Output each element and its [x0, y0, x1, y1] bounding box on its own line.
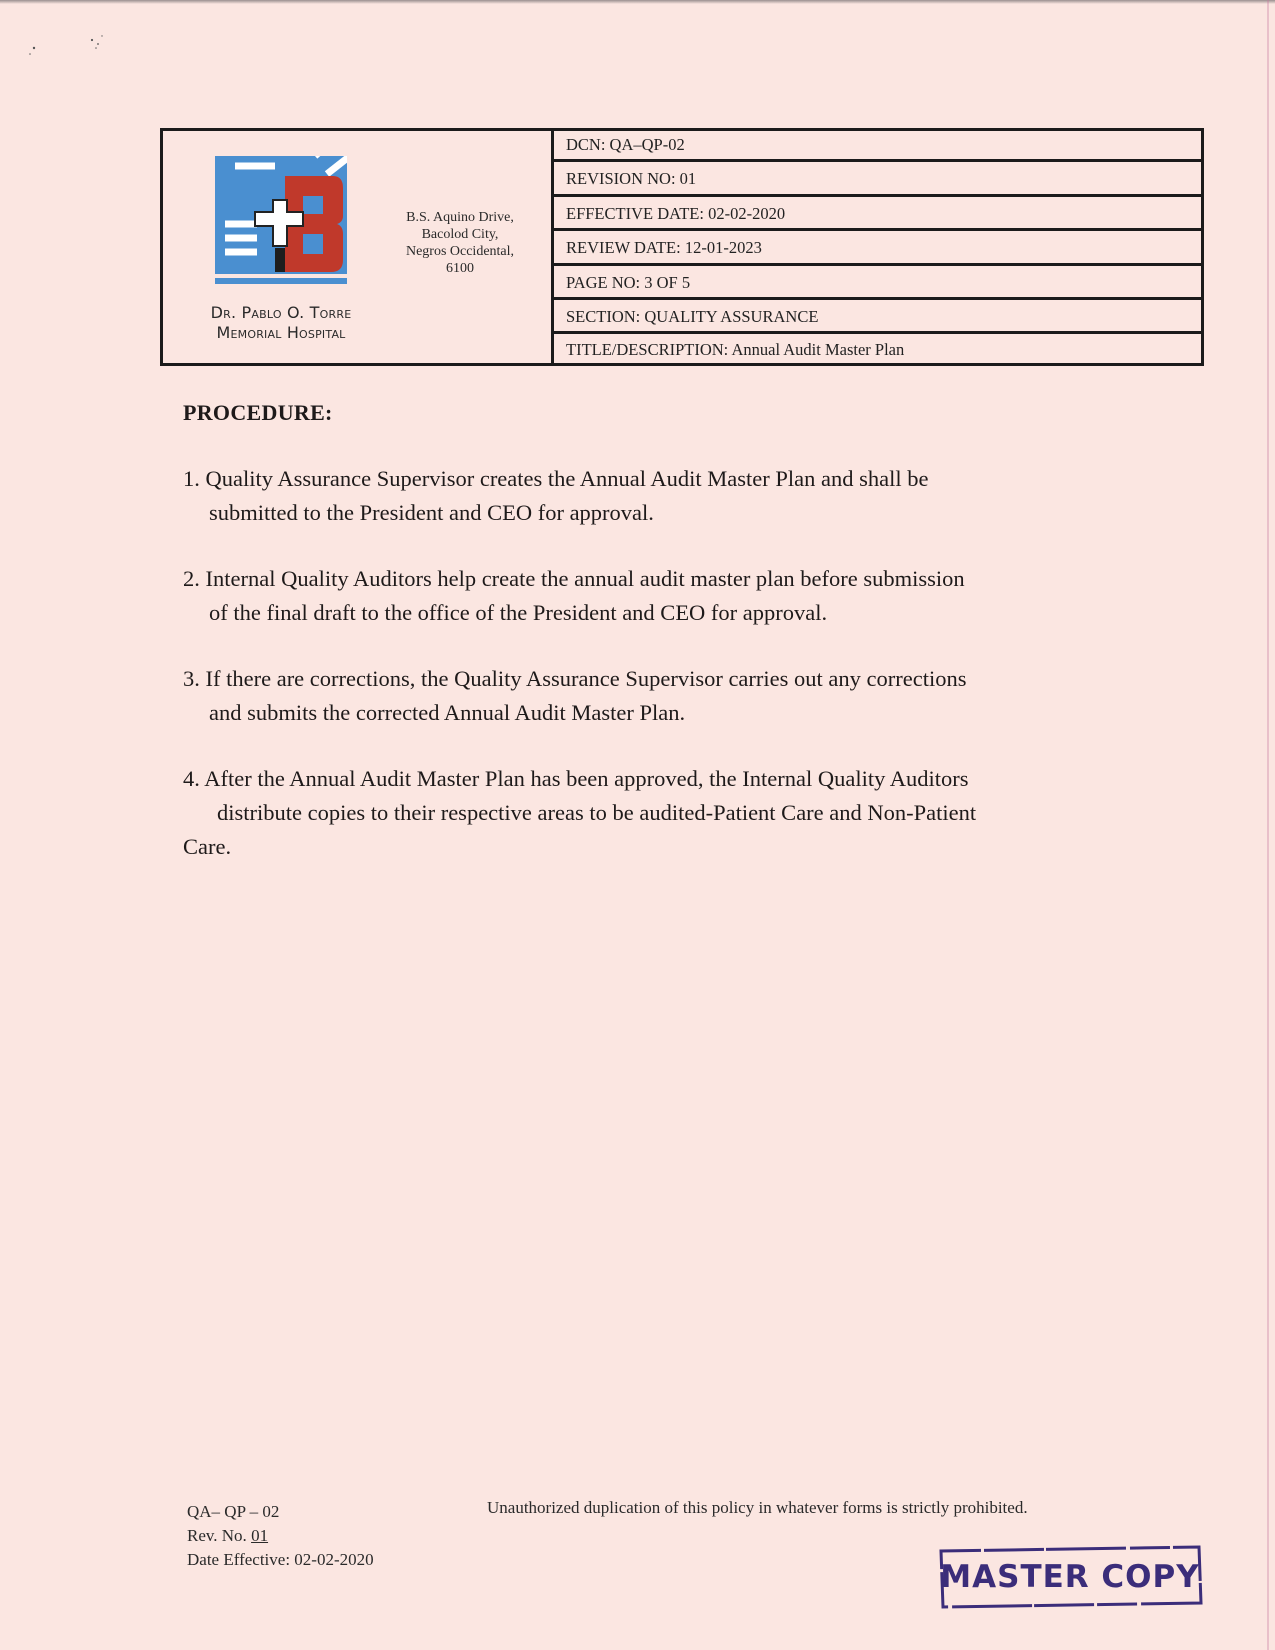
footer-date-effective: Date Effective: 02-02-2020 — [187, 1550, 374, 1569]
meta-dcn: DCN: QA–QP-02 — [554, 128, 1204, 162]
footer-revision — [187, 1524, 374, 1548]
address-line: B.S. Aquino Drive, — [406, 210, 514, 225]
document-header — [160, 128, 1204, 366]
hospital-name-line1: Dr. Pablo O. Torre — [210, 303, 352, 322]
address-line: Bacolod City, — [421, 227, 499, 242]
stamp-text: MASTER COPY — [940, 1559, 1200, 1595]
step-line: Care. — [183, 834, 232, 859]
hospital-branding — [163, 131, 551, 363]
procedure-heading: PROCEDURE: — [183, 400, 333, 425]
procedure-steps — [183, 462, 1183, 864]
step-line: and submits the corrected Annual Audit Master Plan. — [209, 700, 686, 725]
address-line: Negros Occidental, — [405, 244, 515, 259]
step-line: of the final draft to the office of the President and CEO for approval. — [209, 600, 828, 625]
footer-document-code — [187, 1500, 374, 1572]
meta-title-description: TITLE/DESCRIPTION: Annual Audit Master Plan — [566, 340, 905, 359]
meta-revision-no: REVISION NO: 01 — [554, 162, 1204, 197]
step-line: 1. Quality Assurance Supervisor creates the Annual Audit Master Plan and shall be — [183, 466, 929, 491]
step-line: 4. After the Annual Audit Master Plan has been approved, the Internal Quality Auditors — [183, 766, 969, 791]
procedure-step-3 — [183, 662, 1183, 730]
footer-rev-label: Rev. No. — [187, 1526, 252, 1545]
step-line: 3. If there are corrections, the Quality Assurance Supervisor carries out any corrections — [183, 666, 967, 691]
scan-right-edge — [1267, 0, 1269, 1650]
footer-code: QA– QP – 02 — [187, 1502, 280, 1521]
meta-effective-date: EFFECTIVE DATE: 02-02-2020 — [554, 197, 1204, 231]
meta-review-date: REVIEW DATE: 12-01-2023 — [554, 231, 1204, 266]
procedure-step-1 — [183, 462, 1183, 530]
meta-page-no: PAGE NO: 3 OF 5 — [554, 266, 1204, 300]
step-line: distribute copies to their respective areas to be audited-Patient Care and Non-Patient — [217, 800, 977, 825]
document-meta-table — [551, 128, 1204, 366]
footer-rev-value: 01 — [251, 1526, 269, 1545]
step-line: submitted to the President and CEO for approval. — [209, 500, 654, 525]
step-line: 2. Internal Quality Auditors help create the annual audit master plan before submission — [183, 566, 965, 591]
master-copy-stamp — [937, 1545, 1203, 1609]
footer-notice: Unauthorized duplication of this policy in whatever forms is strictly prohibited. — [487, 1498, 1028, 1517]
hospital-address — [385, 209, 535, 277]
hospital-logo-icon — [215, 156, 347, 284]
hospital-name-line2: Memorial Hospital — [216, 323, 346, 342]
scan-top-edge — [0, 0, 1275, 4]
procedure-step-2 — [183, 562, 1183, 630]
address-line: 6100 — [446, 261, 474, 276]
procedure-step-4 — [183, 762, 1183, 864]
hospital-name — [181, 303, 381, 343]
meta-section: SECTION: QUALITY ASSURANCE — [554, 300, 1204, 334]
scan-specks — [14, 26, 114, 62]
